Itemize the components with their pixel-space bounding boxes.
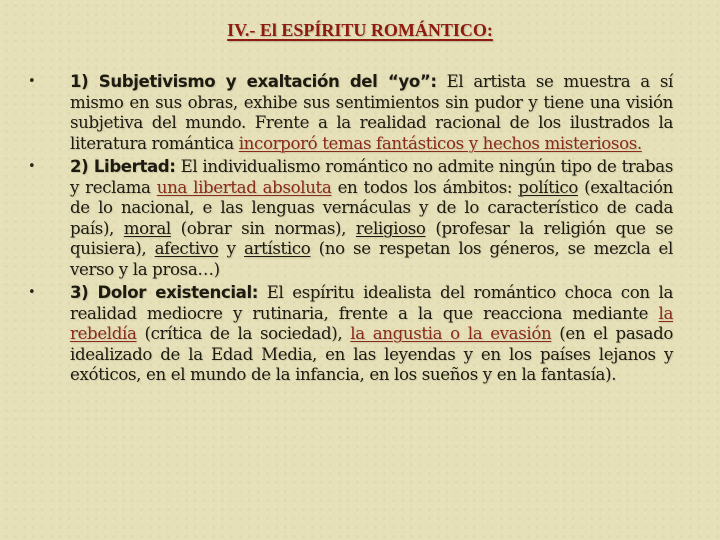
item-text: El individualismo romántico no admite ningún tipo de trabas y reclama bbox=[70, 157, 673, 197]
underlined-term: religioso bbox=[355, 218, 426, 238]
underlined-term: moral bbox=[123, 218, 171, 238]
slide-title: IV.- El ESPÍRITU ROMÁNTICO: bbox=[227, 20, 493, 40]
bullet-icon: • bbox=[28, 285, 36, 300]
item-text: (profesar la religión que se quisiera), bbox=[70, 218, 673, 258]
item-text: El artista se muestra a sí mismo en sus obras, exhibe sus sentimientos sin pudor y tiene una visión subjetiva del mundo. Frente a la realidad racional de los ilustrados la literatura romántica bbox=[70, 72, 673, 153]
bullet-list bbox=[28, 72, 673, 389]
item-text: (no se respetan los géneros, se mezcla el verso y la prosa…) bbox=[70, 239, 673, 279]
bullet-icon: • bbox=[28, 74, 36, 89]
bullet-icon: • bbox=[28, 159, 36, 174]
highlighted-phrase: la angustia o la evasión bbox=[350, 324, 552, 343]
underlined-term: afectivo bbox=[154, 239, 219, 258]
list-item-libertad bbox=[28, 157, 673, 280]
underlined-term: artístico bbox=[243, 239, 311, 258]
highlighted-phrase: la rebeldía bbox=[70, 303, 673, 343]
item-text: (obrar sin normas), bbox=[170, 218, 356, 238]
list-item-text bbox=[70, 157, 673, 280]
item-heading: 3) Dolor existencial: bbox=[70, 283, 258, 302]
item-text: El espíritu idealista del romántico choca con la realidad mediocre y rutinaria, frente a la que reacciona mediante bbox=[70, 283, 673, 323]
list-item-dolor-existencial bbox=[28, 283, 673, 386]
item-text: y bbox=[218, 239, 244, 258]
list-item-text bbox=[70, 72, 673, 154]
list-item-subjetivismo bbox=[28, 72, 673, 154]
highlighted-phrase: una libertad absoluta bbox=[156, 177, 332, 197]
item-text: (exaltación de lo nacional, e las lenguas vernáculas y de lo característico de cada país), bbox=[70, 177, 673, 238]
underlined-term: político bbox=[518, 177, 578, 197]
item-heading: 1) Subjetivismo y exaltación del “yo”: bbox=[70, 72, 437, 91]
item-text: (crítica de la sociedad), bbox=[136, 324, 351, 343]
item-text: en todos los ámbitos: bbox=[331, 177, 519, 197]
highlighted-phrase: incorporó temas fantásticos y hechos misteriosos. bbox=[238, 133, 642, 153]
item-text: (en el pasado idealizado de la Edad Media, en las leyendas y en los países lejanos y exóticos, en el mundo de la infancia, en los sueños y en la fantasía). bbox=[70, 324, 673, 384]
item-heading: 2) Libertad: bbox=[70, 157, 176, 176]
list-item-text bbox=[70, 283, 673, 386]
